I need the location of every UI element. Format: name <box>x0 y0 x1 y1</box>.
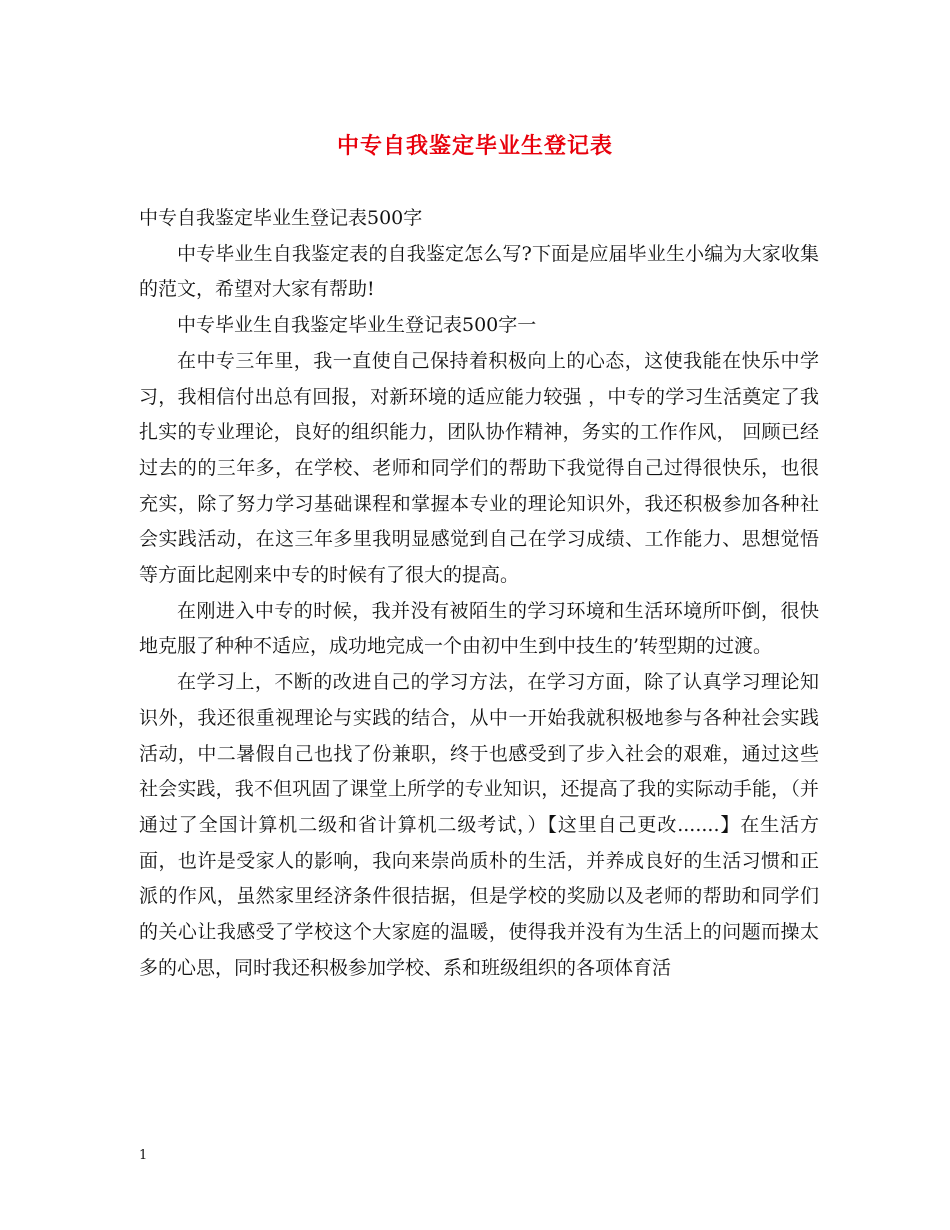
paragraph-body: 在学习上，不断的改进自己的学习方法，在学习方面，除了认真学习理论知识外，我还很重视理论与实践的结合，从中一开始我就积极地参与各种社会实践活动，中二暑假自己也找了份兼职，终于也感受到了步入社会的艰难，通过这些社会实践，我不但巩固了课堂上所学的专业知识，还提高了我的实际动手能，（并通过了全国计算机二级和省计算机二级考试，）【这里自己更改.......】在生活方面，也许是受家人的影响，我向来崇尚质朴的生活，并养成良好的生活习惯和正派的作风，虽然家里经济条件很拮据，但是学校的奖励以及老师的帮助和同学们的关心让我感受了学校这个大家庭的温暖，使得我并没有为生活上的问题而操太多的心思，同时我还积极参加学校、系和班级组织的各项体育活 <box>139 671 819 979</box>
paragraph-subtitle: 中专自我鉴定毕业生登记表500字 <box>139 207 423 229</box>
paragraph-body: 在刚进入中专的时候，我并没有被陌生的学习环境和生活环境所吓倒，很快地克服了种种不适应，成功地完成一个由初中生到中技生的’转型期的过渡。 <box>139 599 819 658</box>
paragraph-body: 在中专三年里，我一直使自己保持着积极向上的心态，这使我能在快乐中学习，我相信付出总有回报，对新环境的适应能力较强 ，中专的学习生活奠定了我扎实的专业理论，良好的组织能力，团队协作精神，务实的工作作风， 回顾已经过去的的三年多，在学校、老师和同学们的帮助下我觉得自己过得很快乐，也很充实，除了努力学习基础课程和掌握本专业的理论知识外，我还积极参加各种社会实践活动，在这三年多里我明显感觉到自己在学习成绩、工作能力、思想觉悟等方面比起刚来中专的时候有了很大的提高。 <box>139 349 819 587</box>
document-body <box>139 201 819 986</box>
document-title: 中专自我鉴定毕业生登记表 <box>336 133 613 159</box>
page-number: 1 <box>139 1148 148 1163</box>
paragraph-intro: 中专毕业生自我鉴定表的自我鉴定怎么写?下面是应届毕业生小编为大家收集的范文，希望对大家有帮助! <box>139 242 819 301</box>
paragraph-heading: 中专毕业生自我鉴定毕业生登记表500字一 <box>177 314 537 337</box>
